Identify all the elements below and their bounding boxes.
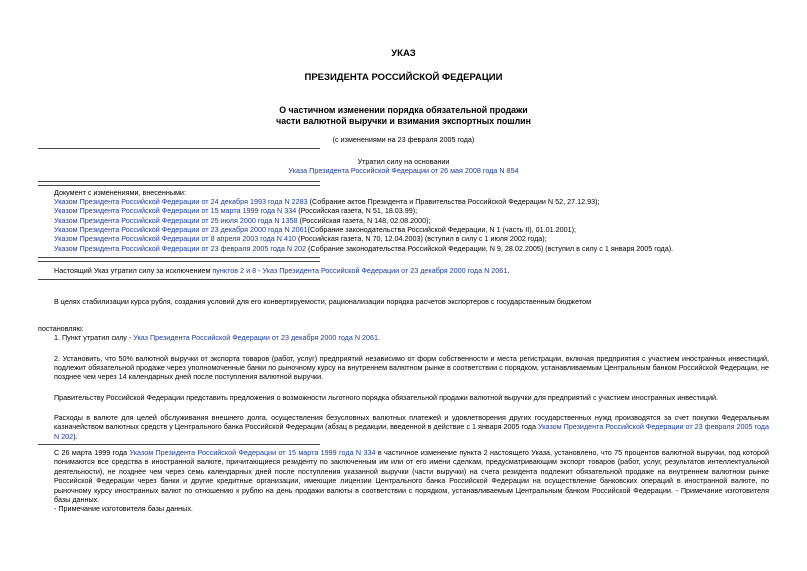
change-item	[54, 225, 769, 234]
point-2-expenses: Расходы в валюте для целей обслуживания внешнего долга, осуществления безусловных валютных платежей и удовлетворения других государственных нужд производятся за счет покупки Федеральным казначейством валютных средств у Центрального банка Российской Федерации (абзац в редакции, введенной в действие с 1 января 2005 года Указом Президента Российской Федерации от 23 февраля 2005 года N 202).	[54, 413, 769, 441]
db-note: С 26 марта 1999 года Указом Президента Российской Федерации от 15 марта 1999 года N 334 в частичное изменение пункта 2 настоящего Указа, установлено, что 75 процентов валютной выручки, под которой понимаются все средства в иностранной валюте, причитающиеся резиденту по заключенным им или от его имени сделкам, предусматривающим экспорт товаров (работ, услуг, результатов интеллектуальной деятельности), не позднее чем через семь календарных дней после поступления указанной выручки (части выручки) на счета резидента подлежит обязательной продаже на внутреннем валютном рынке Российской Федерации через банки и другие кредитные организации, имеющие лицензии Центрального банка Российской Федерации на осуществление банковских операций в иностранной валюте, по рыночному курсу иностранных валют по отношению к рублю на день продажи валюты в соответствии с порядком, устанавливаемым Центральным банком Российской Федерации. - Примечание изготовителя базы данных.	[54, 448, 769, 504]
change-item	[54, 234, 769, 243]
changes-intro: Документ с изменениями, внесенными:	[54, 187, 186, 197]
changes-block	[38, 188, 769, 254]
point-2-expenses-link[interactable]: Указом Президента Российской Федерации от 23 февраля 2005 года N 202	[54, 422, 769, 441]
amendment-note: (с изменениями на 23 февраля 2005 года)	[332, 134, 475, 144]
point-2: 2. Установить, что 50% валютной выручки от экспорта товаров (работ, услуг) предприятий независимо от форм собственности и места регистрации, включая предприятия с участием иностранных инвестиций, подлежит обязательной продаже через уполномоченные банки по рыночному курсу на внутреннем валютном рынке в соответствии с порядком, устанавливаемым Центральным банком Российской Федерации, не позднее чем через 14 календарных дней после поступления валютной выручки.	[54, 353, 769, 382]
change-source: (Российская газета, N 70, 12.04.2003) (вступил в силу с 1 июля 2002 года);	[295, 234, 547, 244]
expired-points-link[interactable]: пунктов 2 и 8	[212, 266, 257, 276]
change-source: (Российская газета, N 148, 02.08.2000);	[297, 215, 431, 225]
change-link[interactable]: Указом Президента Российской Федерации от 15 марта 1999 года N 334	[54, 206, 297, 216]
point-1: 1. Пункт утратил силу - Указ Президента Российской Федерации от 23 декабря 2000 года N 2061.	[54, 333, 381, 343]
change-link[interactable]: Указом Президента Российской Федерации от 8 апреля 2003 года N 410	[54, 234, 296, 244]
change-link[interactable]: Указом Президента Российской Федерации от 23 декабря 2000 года N 2061	[54, 225, 308, 235]
change-source: (Собрание законодательства Российской Федерации, N 9, 28.02.2005) (вступил в силу с 1 января 2005 года).	[306, 243, 674, 253]
doc-title: УКАЗ	[391, 48, 416, 59]
point-1-link[interactable]: Указ Президента Российской Федерации от 23 декабря 2000 года N 2061	[133, 333, 379, 343]
change-link[interactable]: Указом Президента Российской Федерации от 25 июля 2000 года N 1358	[54, 215, 298, 225]
point-2-government: Правительству Российской Федерации представить предложения о возможности льготного порядка обязательной продажи валютной выручки для предприятий с участием иностранных инвестиций.	[54, 392, 719, 402]
change-source: (Собрание актов Президента и Правительства Российской Федерации N 52, 27.12.93);	[307, 196, 600, 206]
change-item	[54, 244, 769, 253]
change-item	[54, 216, 769, 225]
db-note-link[interactable]: Указом Президента Российской Федерации от 15 марта 1999 года N 334	[129, 448, 376, 458]
change-source: (Собрание законодательства Российской Федерации, N 1 (часть II), 01.01.2001);	[307, 225, 577, 235]
change-link[interactable]: Указом Президента Российской Федерации от 23 февраля 2005 года N 202	[54, 243, 307, 253]
change-source: (Российская газета, N 51, 18.03.99);	[296, 206, 418, 216]
doc-subtitle-line2: части валютной выручки и взимания экспортных пошлин	[276, 116, 531, 127]
doc-subtitle-line1: О частичном изменении порядка обязательной продажи	[279, 104, 528, 115]
expired-note: Настоящий Указ утратил силу за исключением пунктов 2 и 8 - Указ Президента Российской Федерации от 23 декабря 2000 года N 2061.	[54, 266, 510, 276]
preamble: В целях стабилизации курса рубля, создания условий для его конвертируемости, рационализации порядка расчетов экспортеров с государственным бюджетом	[54, 297, 592, 307]
expired-decree-link[interactable]: Указ Президента Российской Федерации от 23 декабря 2000 года N 2061	[262, 266, 508, 276]
change-item	[54, 206, 769, 215]
doc-title-issuer: ПРЕЗИДЕНТА РОССИЙСКОЙ ФЕДЕРАЦИИ	[304, 72, 503, 84]
change-link[interactable]: Указом Президента Российской Федерации от 24 декабря 1993 года N 2283	[54, 196, 308, 206]
resolve-word: постановляю:	[38, 323, 84, 333]
db-note-end: - Примечание изготовителя базы данных.	[54, 504, 193, 514]
lost-force-label: Утратил силу на основании	[357, 156, 450, 166]
change-item	[54, 197, 769, 206]
lost-force-link[interactable]: Указа Президента Российской Федерации от 26 мая 2008 года N 854	[288, 166, 519, 176]
